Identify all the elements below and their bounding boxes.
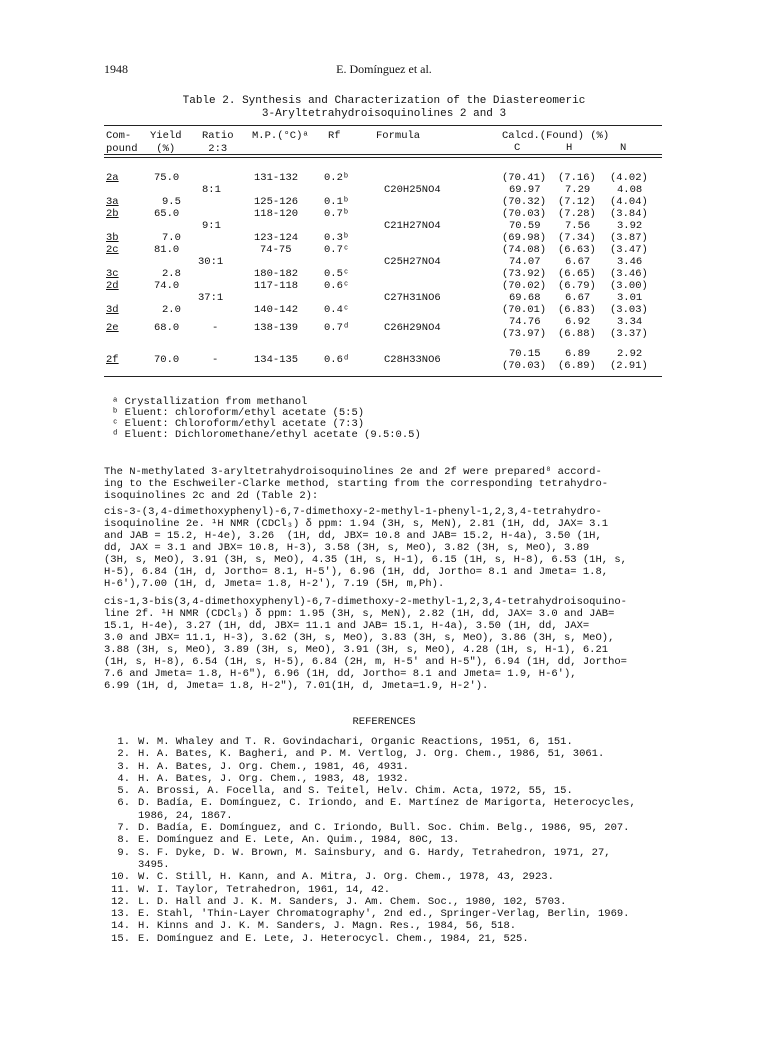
calc-c: 70.15 [509, 348, 541, 360]
yield-cell: 65.0 [154, 208, 180, 220]
caption-line-2: 3-Aryltetrahydroisoquinolines 2 and 3 [261, 108, 507, 120]
calc-c: (73.92) [502, 268, 547, 280]
mp-cell: 118-120 [254, 208, 299, 220]
calc-h: 6.92 [565, 316, 591, 328]
formula-cell: C28H33NO6 [384, 354, 441, 366]
calc-c: 69.68 [509, 292, 541, 304]
rf-cell: 0.5ᶜ [324, 268, 350, 280]
calc-c: (69.98) [502, 232, 547, 244]
compound-cell: 2f [106, 354, 119, 366]
compound-cell: 2c [106, 244, 119, 256]
calc-n: (3.37) [610, 328, 648, 340]
table-row-group [104, 244, 662, 281]
calc-c: (70.41) [502, 172, 547, 184]
references-heading: REFERENCES [352, 716, 416, 728]
reference-text: E. Domínguez and E. Lete, J. Heterocycl. Chem., 1984, 21, 525. [138, 932, 529, 945]
reference-text: W. I. Taylor, Tetrahedron, 1961, 14, 42. [138, 883, 391, 896]
reference-number: 4. [117, 772, 130, 785]
reference-text: A. Brossi, A. Focella, and S. Teitel, Helv. Chim. Acta, 1972, 55, 15. [138, 785, 573, 798]
calc-h: 7.29 [565, 184, 591, 196]
footnote-c: ᶜ Eluent: Chloroform/ethyl acetate (7:3) [112, 418, 365, 430]
rf-cell: 0.4ᶜ [324, 304, 350, 316]
reference-number: 14. [111, 920, 130, 933]
compound-cell: 2b [106, 208, 119, 220]
reference-item [104, 822, 664, 834]
yield-cell: 68.0 [154, 322, 180, 334]
calc-n: (4.02) [610, 172, 648, 184]
mp-cell: 134-135 [254, 354, 299, 366]
calc-c: (70.32) [502, 196, 547, 208]
ratio-cell: - [212, 354, 219, 366]
formula-cell: C21H27NO4 [384, 220, 441, 232]
reference-text: H. Kinns and J. K. M. Sanders, J. Magn. Res., 1984, 56, 518. [138, 920, 517, 933]
calc-c: 69.97 [509, 184, 541, 196]
yield-cell: 7.0 [162, 232, 181, 244]
table-header-row [104, 126, 662, 154]
yield-cell: 9.5 [162, 196, 181, 208]
reference-number: 10. [111, 871, 130, 884]
col-header-compound: Com- pound [106, 130, 138, 155]
table-caption [104, 95, 664, 121]
ratio-cell: 9:1 [202, 220, 221, 232]
rf-cell: 0.6ᶜ [324, 280, 350, 292]
rf-cell: 0.6ᵈ [324, 354, 350, 366]
col-header-h: H [566, 142, 573, 154]
mp-cell: 123-124 [254, 232, 299, 244]
compound-2e-paragraph: cis-3-(3,4-dimethoxyphenyl)-6,7-dimethoxy-2-methyl-1-phenyl-1,2,3,4-tetrahydro- isoquinoline 2e. ¹H NMR (CDCl₃) δ ppm: 1.94 (3H, s, MeN), 2.81 (1H, dd, JAX= 3.1 and JAB = 15.2, H-4e), 3.26 (1H, dd, JBX= 10.8 and JAB= 15.2, H-4a), 3.50 (1H, dd, JAX = 3.1 and JBX= 10.8, H-3), 3.58 (3H, s, MeO), 3.82 (3H, s, MeO), 3.89 (3H, s, MeO), 3.91 (3H, s, MeO), 4.35 (1H, s, H-1), 6.15 (1H, s, H-8), 6.53 (1H, s, H-5), 6.84 (1H, d, Jortho= 8.1, H-5'), 6.96 (1H, dd, Jortho= 8.1 and Jmeta= 1.8, H-6'),7.00 (1H, d, Jmeta= 1.8, H-2'), 7.19 (5H, m,Ph). [104, 506, 627, 590]
rf-cell: 0.7ᶜ [324, 244, 350, 256]
reference-item [104, 785, 664, 797]
reference-item [104, 920, 664, 932]
calc-h: (7.34) [558, 232, 596, 244]
reference-item [104, 871, 664, 883]
reference-number: 8. [117, 834, 130, 847]
ratio-cell: - [212, 322, 219, 334]
reference-item [104, 933, 664, 945]
mp-cell: 125-126 [254, 196, 299, 208]
rf-cell: 0.7ᵇ [324, 208, 350, 220]
calc-c: (70.01) [502, 304, 547, 316]
table-row-group [104, 208, 662, 245]
calc-h: (7.16) [558, 172, 596, 184]
calc-c: (70.03) [502, 208, 547, 220]
col-header-ratio: Ratio 2:3 [202, 130, 234, 155]
calc-n: 3.92 [617, 220, 643, 232]
ratio-cell: 37:1 [198, 292, 224, 304]
col-header-rf: Rf [328, 130, 341, 142]
footnote-d: ᵈ Eluent: Dichloromethane/ethyl acetate (9.5:0.5) [112, 429, 421, 441]
calc-h: (7.12) [558, 196, 596, 208]
compound-cell: 3d [106, 304, 119, 316]
formula-cell: C20H25NO4 [384, 184, 441, 196]
calc-n: (2.91) [610, 360, 648, 372]
page-number: 1948 [104, 62, 128, 76]
calc-h: 7.56 [565, 220, 591, 232]
compound-cell: 3c [106, 268, 119, 280]
calc-n: 4.08 [617, 184, 643, 196]
reference-text: W. M. Whaley and T. R. Govindachari, Organic Reactions, 1951, 6, 151. [138, 736, 573, 748]
yield-cell: 75.0 [154, 172, 180, 184]
calc-c: (70.03) [502, 360, 547, 372]
mp-cell: 180-182 [254, 268, 299, 280]
footnote-a: ᵃ Crystallization from methanol [112, 396, 308, 408]
yield-cell: 2.0 [162, 304, 181, 316]
ratio-cell: 8:1 [202, 184, 221, 196]
reference-item [104, 908, 664, 920]
compound-cell: 2e [106, 322, 119, 334]
calc-c: 74.07 [509, 256, 541, 268]
table-row-group [104, 280, 662, 317]
col-header-yield: Yield (%) [150, 130, 182, 155]
calc-h: (6.79) [558, 280, 596, 292]
rf-cell: 0.1ᵇ [324, 196, 350, 208]
reference-item [104, 748, 664, 760]
reference-number: 3. [117, 760, 130, 773]
intro-paragraph: The N-methylated 3-aryltetrahydroisoquinolines 2e and 2f were prepared⁸ accord- ing to the Eschweiler-Clarke method, starting from the corresponding tetrahydro- isoquinolines 2c and 2d (Table 2): [104, 466, 609, 502]
rf-cell: 0.7ᵈ [324, 322, 350, 334]
footnote-b: ᵇ Eluent: chloroform/ethyl acetate (5:5) [112, 407, 365, 419]
running-author: E. Domínguez et al. [336, 62, 432, 76]
formula-cell: C25H27NO4 [384, 256, 441, 268]
reference-text: D. Badía, E. Domínguez, and C. Iriondo, Bull. Soc. Chim. Belg., 1986, 95, 207. [138, 822, 630, 835]
reference-item [104, 761, 664, 773]
calc-n: (3.03) [610, 304, 648, 316]
calc-n: (3.47) [610, 244, 648, 256]
reference-number: 13. [111, 908, 130, 921]
reference-item [104, 834, 664, 846]
rf-cell: 0.2ᵇ [324, 172, 350, 184]
calc-h: 6.67 [565, 256, 591, 268]
calc-h: (6.83) [558, 304, 596, 316]
reference-item [104, 797, 664, 822]
table-row-group [104, 348, 662, 374]
reference-text: S. F. Dyke, D. W. Brown, M. Sainsbury, and G. Hardy, Tetrahedron, 1971, 27, 3495. [138, 846, 611, 871]
mp-cell: 138-139 [254, 322, 299, 334]
compound-cell: 3a [106, 196, 119, 208]
yield-cell: 74.0 [154, 280, 180, 292]
data-table [104, 125, 662, 377]
calc-n: (3.00) [610, 280, 648, 292]
reference-text: H. A. Bates, J. Org. Chem., 1981, 46, 4931. [138, 760, 409, 773]
col-header-mp: M.P.(°C)ᵃ [252, 130, 309, 142]
col-header-c: C [514, 142, 521, 154]
compound-cell: 2d [106, 280, 119, 292]
formula-cell: C26H29NO4 [384, 322, 441, 334]
col-header-n: N [620, 142, 627, 154]
table-row-group [104, 172, 662, 209]
running-header [0, 62, 768, 78]
calc-c: (74.08) [502, 244, 547, 256]
calc-n: (3.87) [610, 232, 648, 244]
reference-number: 6. [117, 797, 130, 810]
reference-number: 2. [117, 748, 130, 761]
reference-number: 5. [117, 785, 130, 798]
reference-text: H. A. Bates, J. Org. Chem., 1983, 48, 1932. [138, 772, 409, 785]
reference-text: E. Stahl, 'Thin-Layer Chromatography', 2nd ed., Springer-Verlag, Berlin, 1969. [138, 908, 630, 921]
col-header-calcd: Calcd.(Found) (%) [502, 130, 610, 142]
reference-number: 1. [117, 736, 130, 748]
table-footnotes [112, 397, 421, 441]
calc-n: 2.92 [617, 348, 643, 360]
calc-c: (70.02) [502, 280, 547, 292]
calc-h: 6.67 [565, 292, 591, 304]
calc-h: (6.89) [558, 360, 596, 372]
calc-n: 3.01 [617, 292, 643, 304]
compound-2f-paragraph: cis-1,3-bis(3,4-dimethoxyphenyl)-6,7-dimethoxy-2-methyl-1,2,3,4-tetrahydroisoquino- line 2f. ¹H NMR (CDCl₃) δ ppm: 1.95 (3H, s, MeN), 2.82 (1H, dd, JAX= 3.0 and JAB= 15.1, H-4e), 3.27 (1H, dd, JBX= 11.1 and JAB= 15.1, H-4a), 3.50 (1H, dd, JAX= 3.0 and JBX= 11.1, H-3), 3.62 (3H, s, MeO), 3.83 (3H, s, MeO), 3.86 (3H, s, MeO), 3.88 (3H, s, MeO), 3.89 (3H, s, MeO), 3.91 (3H, s, MeO), 4.28 (1H, s, H-1), 6.21 (1H, s, H-8), 6.54 (1H, s, H-5), 6.84 (2H, m, H-5' and H-5"), 6.94 (1H, dd, Jortho= 7.6 and Jmeta= 1.8, H-6"), 6.96 (1H, dd, Jortho= 8.1 and Jmeta= 1.9, H-6'), 6.99 (1H, d, Jmeta= 1.8, H-2"), 7.01(1H, d, Jmeta=1.9, H-2'). [104, 596, 627, 692]
reference-text: E. Domínguez and E. Lete, An. Quim., 1984, 80C, 13. [138, 834, 460, 847]
calc-n: 3.34 [617, 316, 643, 328]
reference-item [104, 884, 664, 896]
formula-cell: C27H31NO6 [384, 292, 441, 304]
rf-cell: 0.3ᵇ [324, 232, 350, 244]
caption-line-1: Table 2. Synthesis and Characterization of the Diastereomeric [182, 95, 586, 107]
calc-h: (6.88) [558, 328, 596, 340]
reference-number: 11. [111, 883, 130, 896]
reference-number: 7. [117, 822, 130, 835]
compound-cell: 2a [106, 172, 119, 184]
calc-n: 3.46 [617, 256, 643, 268]
reference-list [104, 736, 664, 945]
calc-n: (4.04) [610, 196, 648, 208]
reference-number: 12. [111, 895, 130, 908]
reference-text: L. D. Hall and J. K. M. Sanders, J. Am. Chem. Soc., 1980, 102, 5703. [138, 895, 567, 908]
table-row-group [104, 316, 662, 342]
mp-cell: 74-75 [260, 244, 292, 256]
mp-cell: 131-132 [254, 172, 299, 184]
yield-cell: 2.8 [162, 268, 181, 280]
calc-n: (3.46) [610, 268, 648, 280]
mp-cell: 117-118 [254, 280, 299, 292]
reference-text: D. Badía, E. Domínguez, C. Iriondo, and E. Martínez de Marigorta, Heterocycles, 1986, 24, 1867. [138, 797, 636, 822]
ratio-cell: 30:1 [198, 256, 224, 268]
calc-c: 74.76 [509, 316, 541, 328]
calc-c: 70.59 [509, 220, 541, 232]
table-body [104, 158, 662, 376]
reference-text: W. C. Still, H. Kann, and A. Mitra, J. Org. Chem., 1978, 43, 2923. [138, 871, 554, 884]
calc-h: (6.63) [558, 244, 596, 256]
yield-cell: 70.0 [154, 354, 180, 366]
calc-n: (3.84) [610, 208, 648, 220]
reference-item [104, 847, 664, 872]
reference-item [104, 773, 664, 785]
calc-c: (73.97) [502, 328, 547, 340]
yield-cell: 81.0 [154, 244, 180, 256]
reference-number: 9. [117, 846, 130, 859]
reference-text: H. A. Bates, K. Bagheri, and P. M. Vertlog, J. Org. Chem., 1986, 51, 3061. [138, 748, 605, 761]
mp-cell: 140-142 [254, 304, 299, 316]
calc-h: (6.65) [558, 268, 596, 280]
compound-cell: 3b [106, 232, 119, 244]
calc-h: 6.89 [565, 348, 591, 360]
table-bottom-rule [104, 376, 662, 377]
reference-item [104, 736, 664, 748]
calc-h: (7.28) [558, 208, 596, 220]
reference-number: 15. [111, 932, 130, 945]
col-header-formula: Formula [376, 130, 421, 142]
reference-item [104, 896, 664, 908]
